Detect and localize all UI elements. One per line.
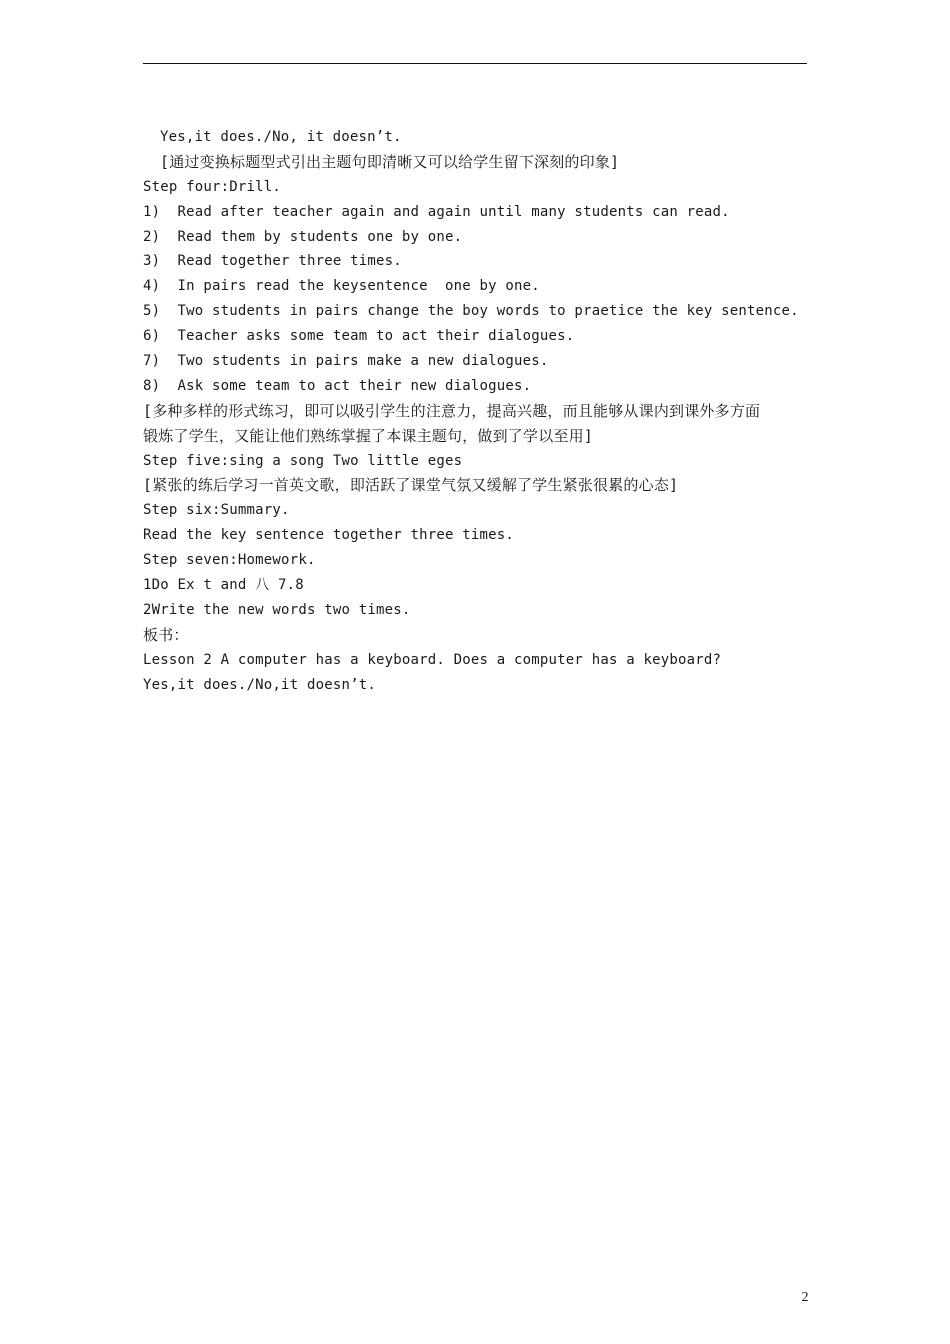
text-line: Lesson 2 A computer has a keyboard. Does a computer has a keyboard? — [143, 651, 722, 668]
text-line: 2Write the new words two times. — [143, 601, 411, 618]
text-line: 板书： — [143, 625, 189, 644]
list-item: 4) In pairs read the keysentence one by one. — [143, 278, 540, 295]
text-line: Step six:Summary. — [143, 502, 290, 519]
text-line: 锻炼了学生，又能让他们熟练掌握了本课主题句，做到了学以至用] — [143, 426, 594, 445]
text-line: Step seven:Homework. — [143, 552, 316, 569]
list-item: 2) Read them by students one by one. — [143, 228, 463, 245]
list-item: 6) Teacher asks some team to act their dialogues. — [143, 328, 575, 345]
text-line: [紧张的练后学习一首英文歌，即活跃了课堂气氛又缓解了学生紧张很累的心态] — [143, 476, 679, 495]
list-item: 8) Ask some team to act their new dialogues. — [143, 377, 532, 394]
text-line: Yes,it does./No, it doesn’t. — [160, 129, 402, 145]
list-item: 1) Read after teacher again and again until many students can read. — [143, 203, 730, 220]
text-line: Step five:sing a song Two little eges — [143, 452, 463, 469]
header-rule — [143, 63, 807, 64]
text-line: Yes,it does./No,it doesn’t. — [143, 676, 376, 693]
text-line: [通过变换标题型式引出主题句即清晰又可以给学生留下深刻的印象] — [160, 152, 620, 171]
list-item: 5) Two students in pairs change the boy words to praetice the key sentence. — [143, 303, 799, 320]
document-body — [143, 125, 813, 697]
text-line: [多种多样的形式练习，即可以吸引学生的注意力，提高兴趣，而且能够从课内到课外多方面 — [143, 401, 761, 420]
text-line: Read the key sentence together three times. — [143, 527, 515, 544]
list-item: 3) Read together three times. — [143, 253, 402, 270]
list-item: 7) Two students in pairs make a new dialogues. — [143, 353, 549, 370]
text-line: Step four:Drill. — [143, 178, 282, 195]
text-line: 1Do Ex t and 八 7.8 — [143, 577, 304, 594]
page-number: 2 — [801, 1290, 809, 1305]
